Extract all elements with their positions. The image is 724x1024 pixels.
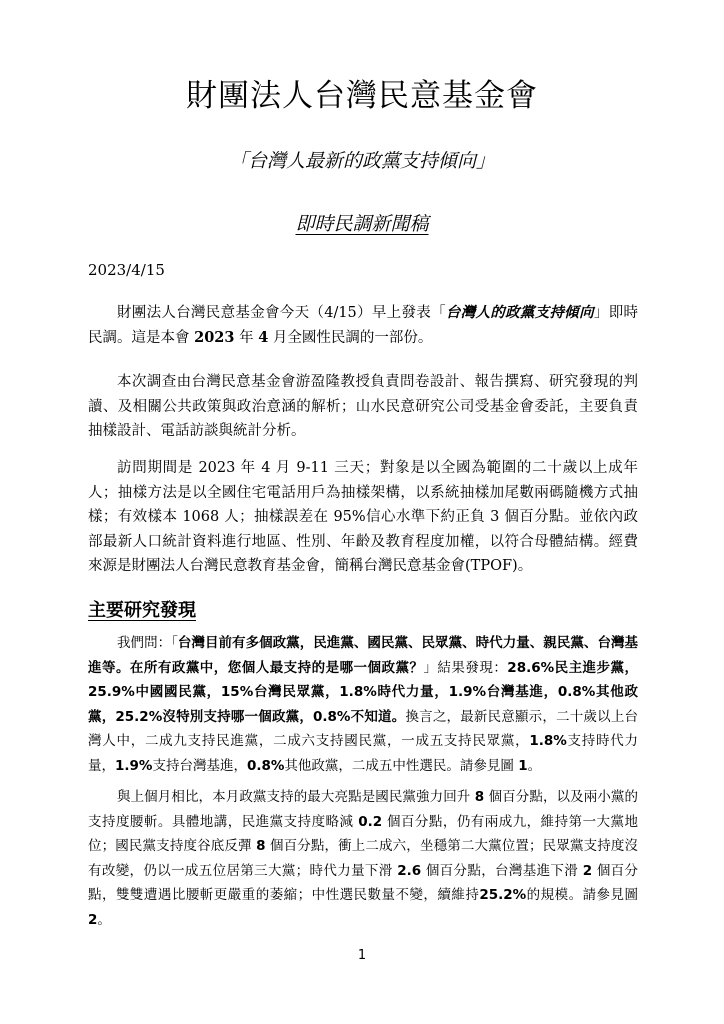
text-run: 0.8% (246, 757, 285, 774)
text-run: 2.6 (397, 862, 422, 879)
text-run: 8 (256, 838, 266, 854)
text-run: 2 (88, 911, 98, 928)
text-run: 25.2% (479, 887, 527, 903)
text-run: 個百分點，以及兩小黨的支持度腰斬。具體地講，民進黨支持度略減 (88, 789, 639, 830)
text-run: 其他政黨，二成五中性選民。請參見圖 (284, 757, 514, 774)
text-run: 4 (258, 328, 269, 346)
text-run: 」結果發現： (423, 659, 508, 676)
survey-results: 28.6%民主進步黨，25.9%中國國民黨，15%台灣民眾黨，1.8%時代力量，1.9%台灣基進，0.8%其他政黨，25.2%沒特別支持哪一個政黨，0.8%不知道。 (88, 659, 638, 725)
text-run: 1 (518, 757, 528, 774)
text-run: 的規模。請參見圖 (526, 887, 638, 903)
release-date: 2023/4/15 (88, 261, 165, 279)
text-run: 換言之，最新民意顯示，二十歲以上台灣人中，二成九支持民進黨，二成六支持國民黨，一成五支持民眾黨， (88, 708, 639, 749)
text-run: 1.9% (115, 757, 153, 774)
paragraph-comparison (88, 785, 638, 932)
text-run: 月全國性民調的一部份。 (272, 329, 433, 346)
text-run: 1.8% (529, 733, 567, 749)
page-number: 1 (357, 948, 367, 963)
text-run: 」即時民調。這是本會 (88, 305, 639, 346)
text-run: 8 (474, 789, 485, 805)
text-run: 個百分點，台灣基進下滑 (425, 862, 579, 879)
press-release-heading: 即時民調新聞稿 (295, 213, 429, 235)
paragraph-intro (88, 301, 638, 350)
text-run: 0.2 (358, 813, 383, 830)
section-title: 主要研究發現 (88, 600, 196, 621)
paragraph-methodology: 本次調查由台灣民意基金會游盈隆教授負責問卷設計、報告撰寫、研究發現的判讀、及相關公共政策與政治意涵的解析；山水民意研究公司受基金會委託，主要負責抽樣設計、電話訪談與統計分析。 (88, 374, 638, 439)
text-run: 財團法人台灣民意基金會今天（4/15）早上發表「 (117, 305, 446, 321)
document-title: 財團法人台灣民意基金會 (186, 78, 538, 114)
text-run: 。 (97, 911, 111, 928)
survey-question: 台灣目前有多個政黨，民進黨、國民黨、民眾黨、時代力量、親民黨、台灣基進等。在所有政黨中，您個人最支持的是哪一個政黨？ (88, 635, 639, 676)
text-run: 個百分點，雙雙遭遇比腰斬更嚴重的萎縮；中性選民數量不變，續維持 (88, 862, 639, 903)
text-run: 年 (239, 329, 254, 346)
text-run: 支持台灣基進， (152, 757, 247, 774)
text-run: 我們問：「 (117, 635, 178, 651)
text-run: 。 (527, 757, 542, 774)
paragraph-sampling: 訪問期間是 2023 年 4 月 9-11 三天；對象是以全國為範圍的二十歲以上成年人；抽樣方法是以全國住宅電話用戶為抽樣架構，以系統抽樣加尾數兩碼隨機方式抽樣；有效樣本 1068 人；抽樣誤差在 95%信心水準下約正負 3 個百分點。並依內政部最新人口統計資料進行地區、性別、年齡及教育程度加權，以符合母體結構。經費來源是財團法人台灣民意教育基金會，簡稱台灣民意基金會(TPOF)。 (88, 460, 638, 574)
text-run: 2023 (194, 328, 235, 346)
text-run: 個百分點，衝上二成六，坐穩第二大黨位置；民眾黨支持度沒有改變，仍以一成五位居第三大黨；時代力量下滑 (88, 838, 639, 879)
text-run: 與上個月相比，本月政黨支持的最大亮點是國民黨強力回升 (117, 789, 471, 805)
text-run: 2 (582, 862, 593, 879)
survey-title-emphasis: 台灣人的政黨支持傾向 (445, 304, 594, 321)
text-run: 支持時代力量， (88, 733, 638, 774)
document-subtitle: 「台灣人最新的政黨支持傾向」 (228, 150, 495, 172)
text-run: 個百分點，仍有兩成九，維持第一大黨地位；國民黨支持度谷底反彈 (88, 813, 638, 854)
paragraph-findings (88, 631, 638, 778)
